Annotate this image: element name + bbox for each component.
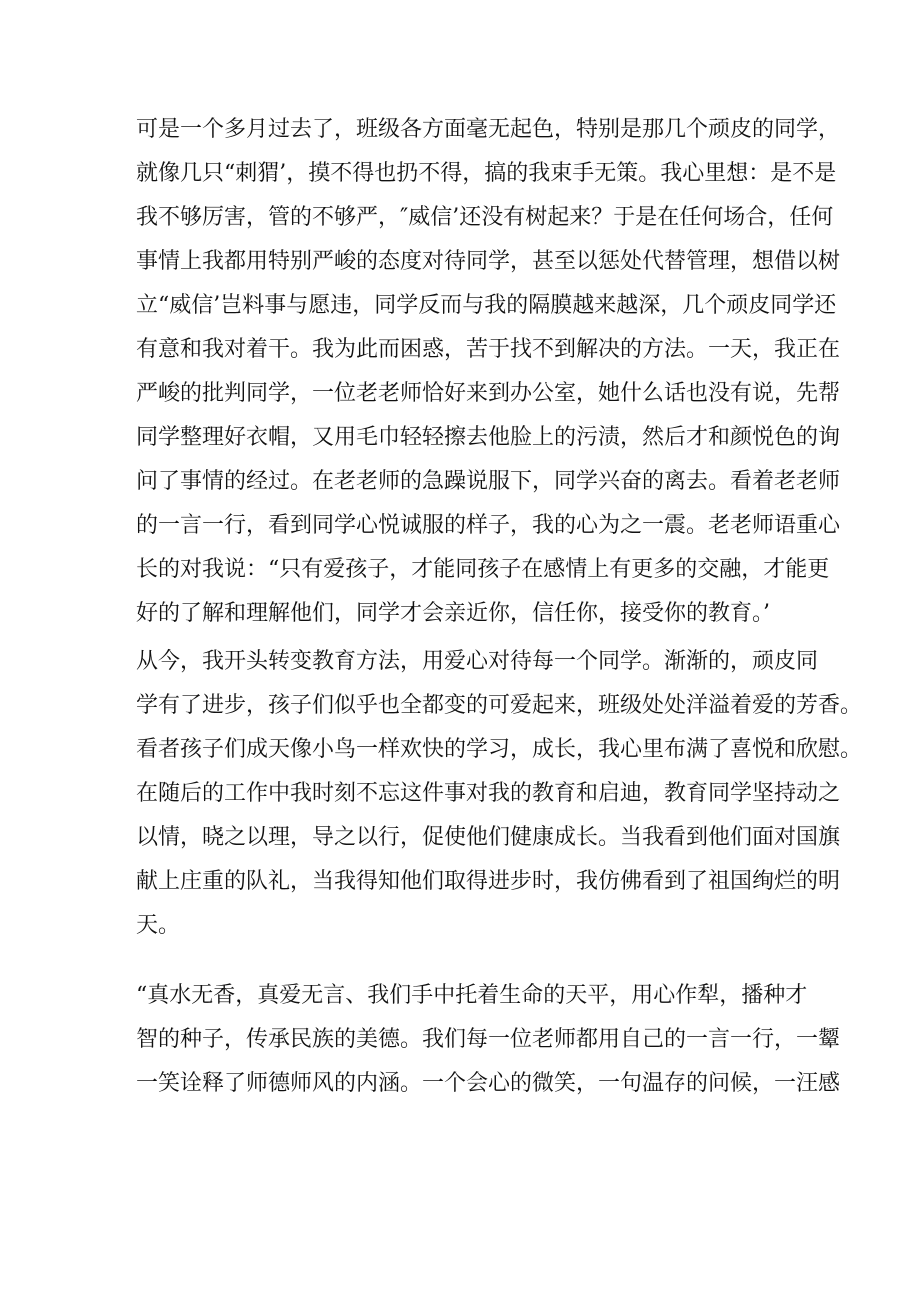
paragraph-spacer: [136, 948, 808, 974]
text-line: 事情上我都用特别严峻的态度对待同学，甚至以惩处代替管理，想借以树: [136, 249, 841, 274]
text-line: 看者孩子们成天像小鸟一样欢快的学习，成长，我心里布满了喜悦和欣慰。: [136, 737, 863, 762]
text-line: 长的对我说：“只有爱孩子，才能同孩子在感情上有更多的交融，才能更: [136, 557, 830, 582]
text-line: 一笑诠释了师德师风的内涵。一个会心的微笑，一句温存的问候，一汪感: [136, 1071, 841, 1096]
text-line: 智的种子，传承民族的美德。我们每一位老师都用自己的一言一行，一颦: [136, 1027, 841, 1052]
text-line: 同学整理好衣帽，又用毛巾轻轻擦去他脸上的污渍，然后才和颜悦色的询: [136, 425, 841, 450]
text-line: 在随后的工作中我时刻不忘这件事对我的教育和启迪，教育同学坚持动之: [136, 781, 841, 806]
text-line: 我不够厉害，管的不够严，″威信’还没有树起来？于是在任何场合，任何: [136, 205, 834, 230]
text-line: 学有了进步，孩子们似乎也全都变的可爱起来，班级处处洋溢着爱的芳香。: [136, 693, 863, 718]
text-line: “真水无香，真爱无言、我们手中托着生命的天平，用心作犁，播种才: [136, 983, 808, 1008]
text-line: 严峻的批判同学，一位老老师恰好来到办公室，她什么话也没有说，先帮: [136, 381, 841, 406]
paragraph-3: [136, 974, 841, 1106]
paragraph-2: [136, 640, 863, 948]
text-line: 以情，晓之以理，导之以行，促使他们健康成长。当我看到他们面对国旗: [136, 825, 841, 850]
text-line: 从今，我开头转变教育方法，用爱心对待每一个同学。渐渐的，顽皮同: [136, 649, 819, 674]
text-line: 问了事情的经过。在老老师的急躁说服下，同学兴奋的离去。看着老老师: [136, 469, 841, 494]
text-line: 的一言一行，看到同学心悦诚服的样子，我的心为之一震。老老师语重心: [136, 513, 841, 538]
paragraph-1: [136, 108, 841, 636]
text-line: 天。: [136, 913, 181, 938]
text-line: 好的了解和理解他们，同学才会亲近你，信任你，接受你的教育。’: [136, 601, 770, 626]
text-line: 可是一个多月过去了，班级各方面毫无起色，特别是那几个顽皮的同学，: [136, 117, 841, 142]
text-line: 有意和我对着干。我为此而困惑，苦于找不到解决的方法。一天，我正在: [136, 337, 841, 362]
text-line: 就像几只“刺猬’，摸不得也扔不得，搞的我束手无策。我心里想：是不是: [136, 161, 837, 186]
text-line: 献上庄重的队礼，当我得知他们取得进步时，我仿佛看到了祖国绚烂的明: [136, 869, 841, 894]
document-body: [136, 108, 863, 1106]
text-line: 立“威信’岂料事与愿违，同学反而与我的隔膜越来越深，几个顽皮同学还: [136, 293, 837, 318]
